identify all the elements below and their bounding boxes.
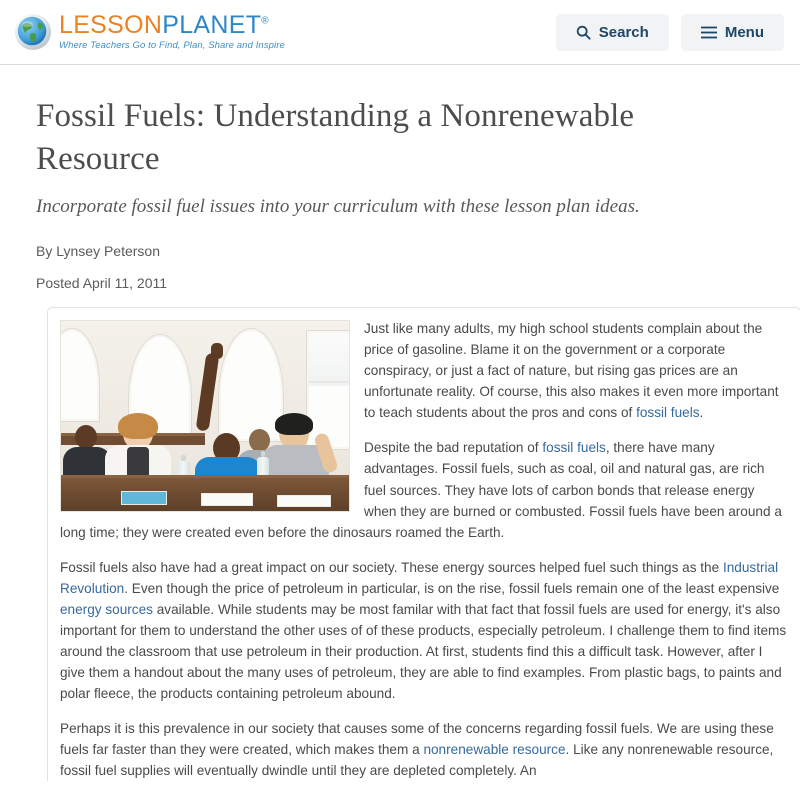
article-byline: By Lynsey Peterson: [36, 243, 160, 260]
logo-tagline: Where Teachers Go to Find, Plan, Share and Inspire: [59, 40, 285, 52]
logo-word-planet: PLANET: [162, 11, 262, 40]
p1-text-b: .: [699, 405, 704, 421]
p2-text-a: Despite the bad reputation of: [364, 440, 543, 456]
page-title: Fossil Fuels: Understanding a Nonrenewable Resource: [36, 98, 635, 177]
article-subtitle: Incorporate fossil fuel issues into your curriculum with these lesson plan ideas.: [36, 196, 640, 218]
link-industrial-revolution[interactable]: Industrial Revolution: [60, 559, 779, 596]
p3-text-b: . Even though the price of petroleum in particular, is on the rise, fossil fuels remain one of the least expensive: [124, 580, 780, 596]
site-logo[interactable]: [14, 13, 285, 51]
search-button[interactable]: [556, 14, 669, 51]
paragraph-3: [60, 557, 788, 704]
p3-text-a: Fossil fuels also have had a great impact on our society. These energy sources helped fuel such things as the: [60, 559, 723, 575]
link-fossil-fuels-2[interactable]: fossil fuels: [542, 440, 606, 456]
menu-button[interactable]: [681, 14, 784, 51]
hamburger-menu-icon: [701, 26, 717, 39]
menu-button-label: Menu: [724, 23, 764, 41]
classroom-photo: [60, 320, 350, 512]
globe-icon: [14, 13, 52, 51]
site-header: [0, 0, 800, 65]
link-nonrenewable-resource[interactable]: nonrenewable resource: [423, 742, 566, 758]
p2-text-b: , there have many advantages. Fossil fuels, such as coal, oil and natural gas, are rich fuel sources. They have lots of carbon bonds that release energy when they are burned or combusted. Fossil fuels have been around a long time; they were created even before the dinosaurs roamed the Earth.: [60, 440, 782, 540]
link-energy-sources[interactable]: energy sources: [60, 601, 153, 617]
header-actions: [556, 14, 784, 51]
search-icon: [576, 25, 591, 40]
logo-wordmark: [59, 13, 285, 38]
p1-text-a: Just like many adults, my high school students complain about the price of gasoline. Blame it on the government or a corporate conspiracy, or just a fact of nature, but rising gas prices are an unfortunate reality. Of course, this also makes it even more important to teach students about the pros and cons of: [364, 321, 779, 421]
article-posted-date: Posted April 11, 2011: [36, 275, 168, 292]
logo-word-lesson: LESSON: [59, 11, 163, 40]
p3-text-c: available. While students may be most familar with that fact that fossil fuels are used for energy, it's also important for them to understand the other uses of of these products, especially petroleum. I challenge them to find items around the classroom that use petroleum in their production. At first, students find this a difficult task. However, after I give them a handout about the many uses of petroleum, they are able to find examples. From plastic bags, to paints and polar fleece, the products containing petroleum abound.: [60, 601, 787, 702]
p4-text-a: Perhaps it is this prevalence in our society that causes some of the concerns regarding fossil fuels. We are using these fuels far faster than they were created, which makes them a: [60, 721, 774, 758]
registered-mark: ®: [261, 15, 269, 27]
article-body-card: [47, 307, 800, 781]
paragraph-4: [60, 718, 788, 781]
article: [0, 65, 800, 781]
search-button-label: Search: [598, 23, 649, 41]
p4-text-b: . Like any nonrenewable resource, fossil fuel supplies will eventually dwindle until they are depleted completely. An: [60, 742, 774, 779]
link-fossil-fuels-1[interactable]: fossil fuels: [636, 405, 700, 421]
